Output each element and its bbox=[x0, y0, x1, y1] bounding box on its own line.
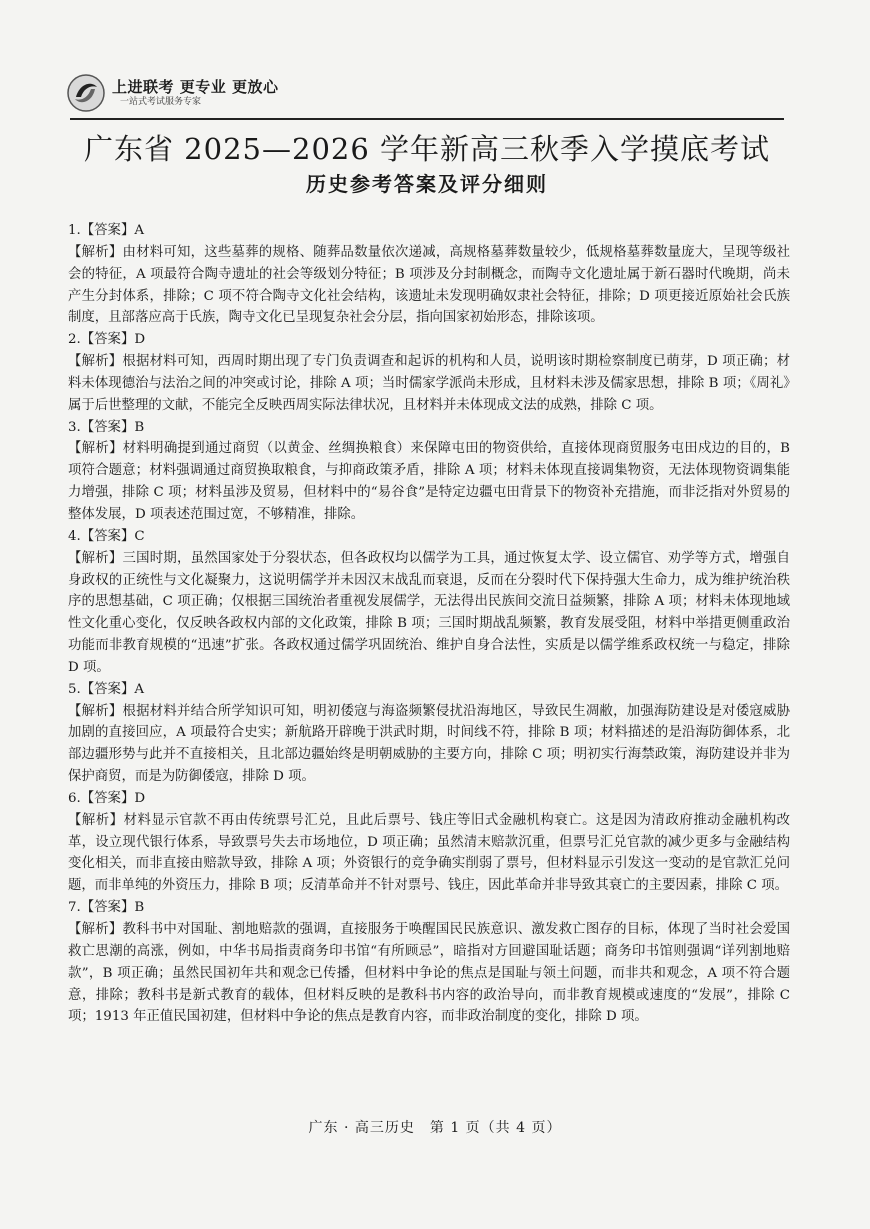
document-subtitle: 历史参考答案及评分细则 bbox=[306, 172, 548, 196]
answer-list bbox=[68, 220, 790, 1028]
question-analysis: 【解析】三国时期，虽然国家处于分裂状态，但各政权均以儒学为工具，通过恢复太学、设立儒官、劝学等方式，增强自身政权的正统性与文化凝聚力，这说明儒学并未因汉末战乱而衰退，反而在分裂时代下保持强大生命力，成为维护统治秩序的思想基础，C 项正确；仅根据三国统治者重视发展儒学，无法得出民族间交流日益频繁，排除 A 项；材料未体现地域性文化重心变化，仅反映各政权内部的文化政策，排除 B 项；三国时期战乱频繁，教育发展受阻，材料中举措更侧重政治功能而非教育规模的“迅速”扩张。各政权通过儒学巩固统治、维护自身合法性，实质是以儒学维系政权统一与稳定，排除 D 项。 bbox=[68, 550, 790, 675]
question-answer: 4.【答案】C bbox=[68, 528, 145, 544]
question-item bbox=[68, 329, 790, 416]
question-item bbox=[68, 220, 790, 329]
question-analysis: 【解析】材料明确提到通过商贸（以黄金、丝绸换粮食）来保障屯田的物资供给，直接体现商贸服务屯田戍边的目的，B 项符合题意；材料强调通过商贸换取粮食，与抑商政策矛盾，排除 A 项；材料未体现直接调集物资，无法体现物资调集能力增强，排除 C 项；材料虽涉及贸易，但材料中的“易谷食”是特定边疆屯田背景下的物资补充措施，而非泛指对外贸易的整体发展，D 项表述范围过宽，不够精准，排除。 bbox=[68, 441, 790, 522]
question-item bbox=[68, 788, 790, 897]
question-answer: 2.【答案】D bbox=[68, 332, 146, 348]
header-slogan: 上进联考 更专业 更放心 bbox=[112, 78, 279, 96]
brand-logo-icon bbox=[66, 73, 106, 113]
question-item bbox=[68, 417, 790, 526]
question-analysis: 【解析】材料显示官款不再由传统票号汇兑，且此后票号、钱庄等旧式金融机构衰亡。这是因为清政府推动金融机构改革，设立现代银行体系，导致票号失去市场地位，D 项正确；虽然清末赔款沉重，但票号汇兑官款的减少更多与金融结构变化相关，而非直接由赔款导致，排除 A 项；外资银行的竞争确实削弱了票号，但材料显示引发这一变动的是官款汇兑问题，而非单纯的外资压力，排除 B 项；反清革命并不针对票号、钱庄，因此革命并非导致其衰亡的主要因素，排除 C 项。 bbox=[68, 812, 790, 894]
header-divider bbox=[70, 118, 784, 120]
header-subslogan: 一站式考试服务专家 bbox=[120, 97, 202, 107]
question-analysis: 【解析】由材料可知，这些墓葬的规格、随葬品数量依次递减，高规格墓葬数量较少，低规格墓葬数量庞大，呈现等级社会的特征，A 项最符合陶寺遗址的社会等级划分特征；B 项涉及分封制概念，而陶寺文化遗址属于新石器时代晚期，尚未产生分封体系，排除；C 项不符合陶寺文化社会结构，该遗址未发现明确奴隶社会特征，排除；D 项更接近原始社会氏族制度，且部落应高于氏族，陶寺文化已呈现复杂社会分层，指向国家初始形态，排除该项。 bbox=[68, 244, 790, 326]
question-item bbox=[68, 679, 790, 788]
document-title: 广东省 2025—2026 学年新高三秋季入学摸底考试 bbox=[83, 132, 771, 166]
question-analysis: 【解析】根据材料并结合所学知识可知，明初倭寇与海盗频繁侵扰沿海地区，导致民生凋敝，加强海防建设是对倭寇威胁加剧的直接回应，A 项最符合史实；新航路开辟晚于洪武时期，时间线不符，排除 B 项；材料描述的是沿海防御体系，北部边疆形势与此并不直接相关，且北部边疆始终是明朝威胁的主要方向，排除 C 项；明初实行海禁政策，海防建设并非为保护商贸，而是为防御倭寇，排除 D 项。 bbox=[68, 703, 790, 785]
question-analysis: 【解析】根据材料可知，西周时期出现了专门负责调查和起诉的机构和人员，说明该时期检察制度已萌芽，D 项正确；材料未体现德治与法治之间的冲突或讨论，排除 A 项；当时儒家学派尚未形成，且材料未涉及儒家思想，排除 B 项；《周礼》属于后世整理的文献，不能完全反映西周实际法律状况，且材料并未体现成文法的成熟，排除 C 项。 bbox=[68, 354, 790, 413]
question-answer: 5.【答案】A bbox=[68, 681, 145, 697]
question-analysis: 【解析】教科书中对国耻、割地赔款的强调，直接服务于唤醒国民民族意识、激发救亡图存的目标，体现了当时社会爱国救亡思潮的高涨，例如，中华书局指责商务印书馆“有所顾忌”，暗指对方回避国耻话题；商务印书馆则强调“详列割地赔款”，B 项正确；虽然民国初年共和观念已传播，但材料中争论的焦点是国耻与领土问题，而非共和观念，A 项不符合题意，排除；教科书是新式教育的载体，但材料反映的是教科书内容的政治导向，而非教育规模或速度的“发展”，排除 C 项；1913 年正值民国初建，但材料中争论的焦点是教育内容，而非政治制度的变化，排除 D 项。 bbox=[68, 922, 790, 1025]
question-answer: 1.【答案】A bbox=[68, 223, 145, 238]
question-answer: 7.【答案】B bbox=[68, 900, 145, 916]
question-answer: 3.【答案】B bbox=[68, 419, 145, 435]
question-item bbox=[68, 897, 790, 1028]
question-item bbox=[68, 526, 790, 679]
page-footer: 广东 · 高三历史 第 1 页（共 4 页） bbox=[308, 1120, 562, 1136]
header-logo bbox=[66, 70, 278, 116]
question-answer: 6.【答案】D bbox=[68, 790, 146, 806]
